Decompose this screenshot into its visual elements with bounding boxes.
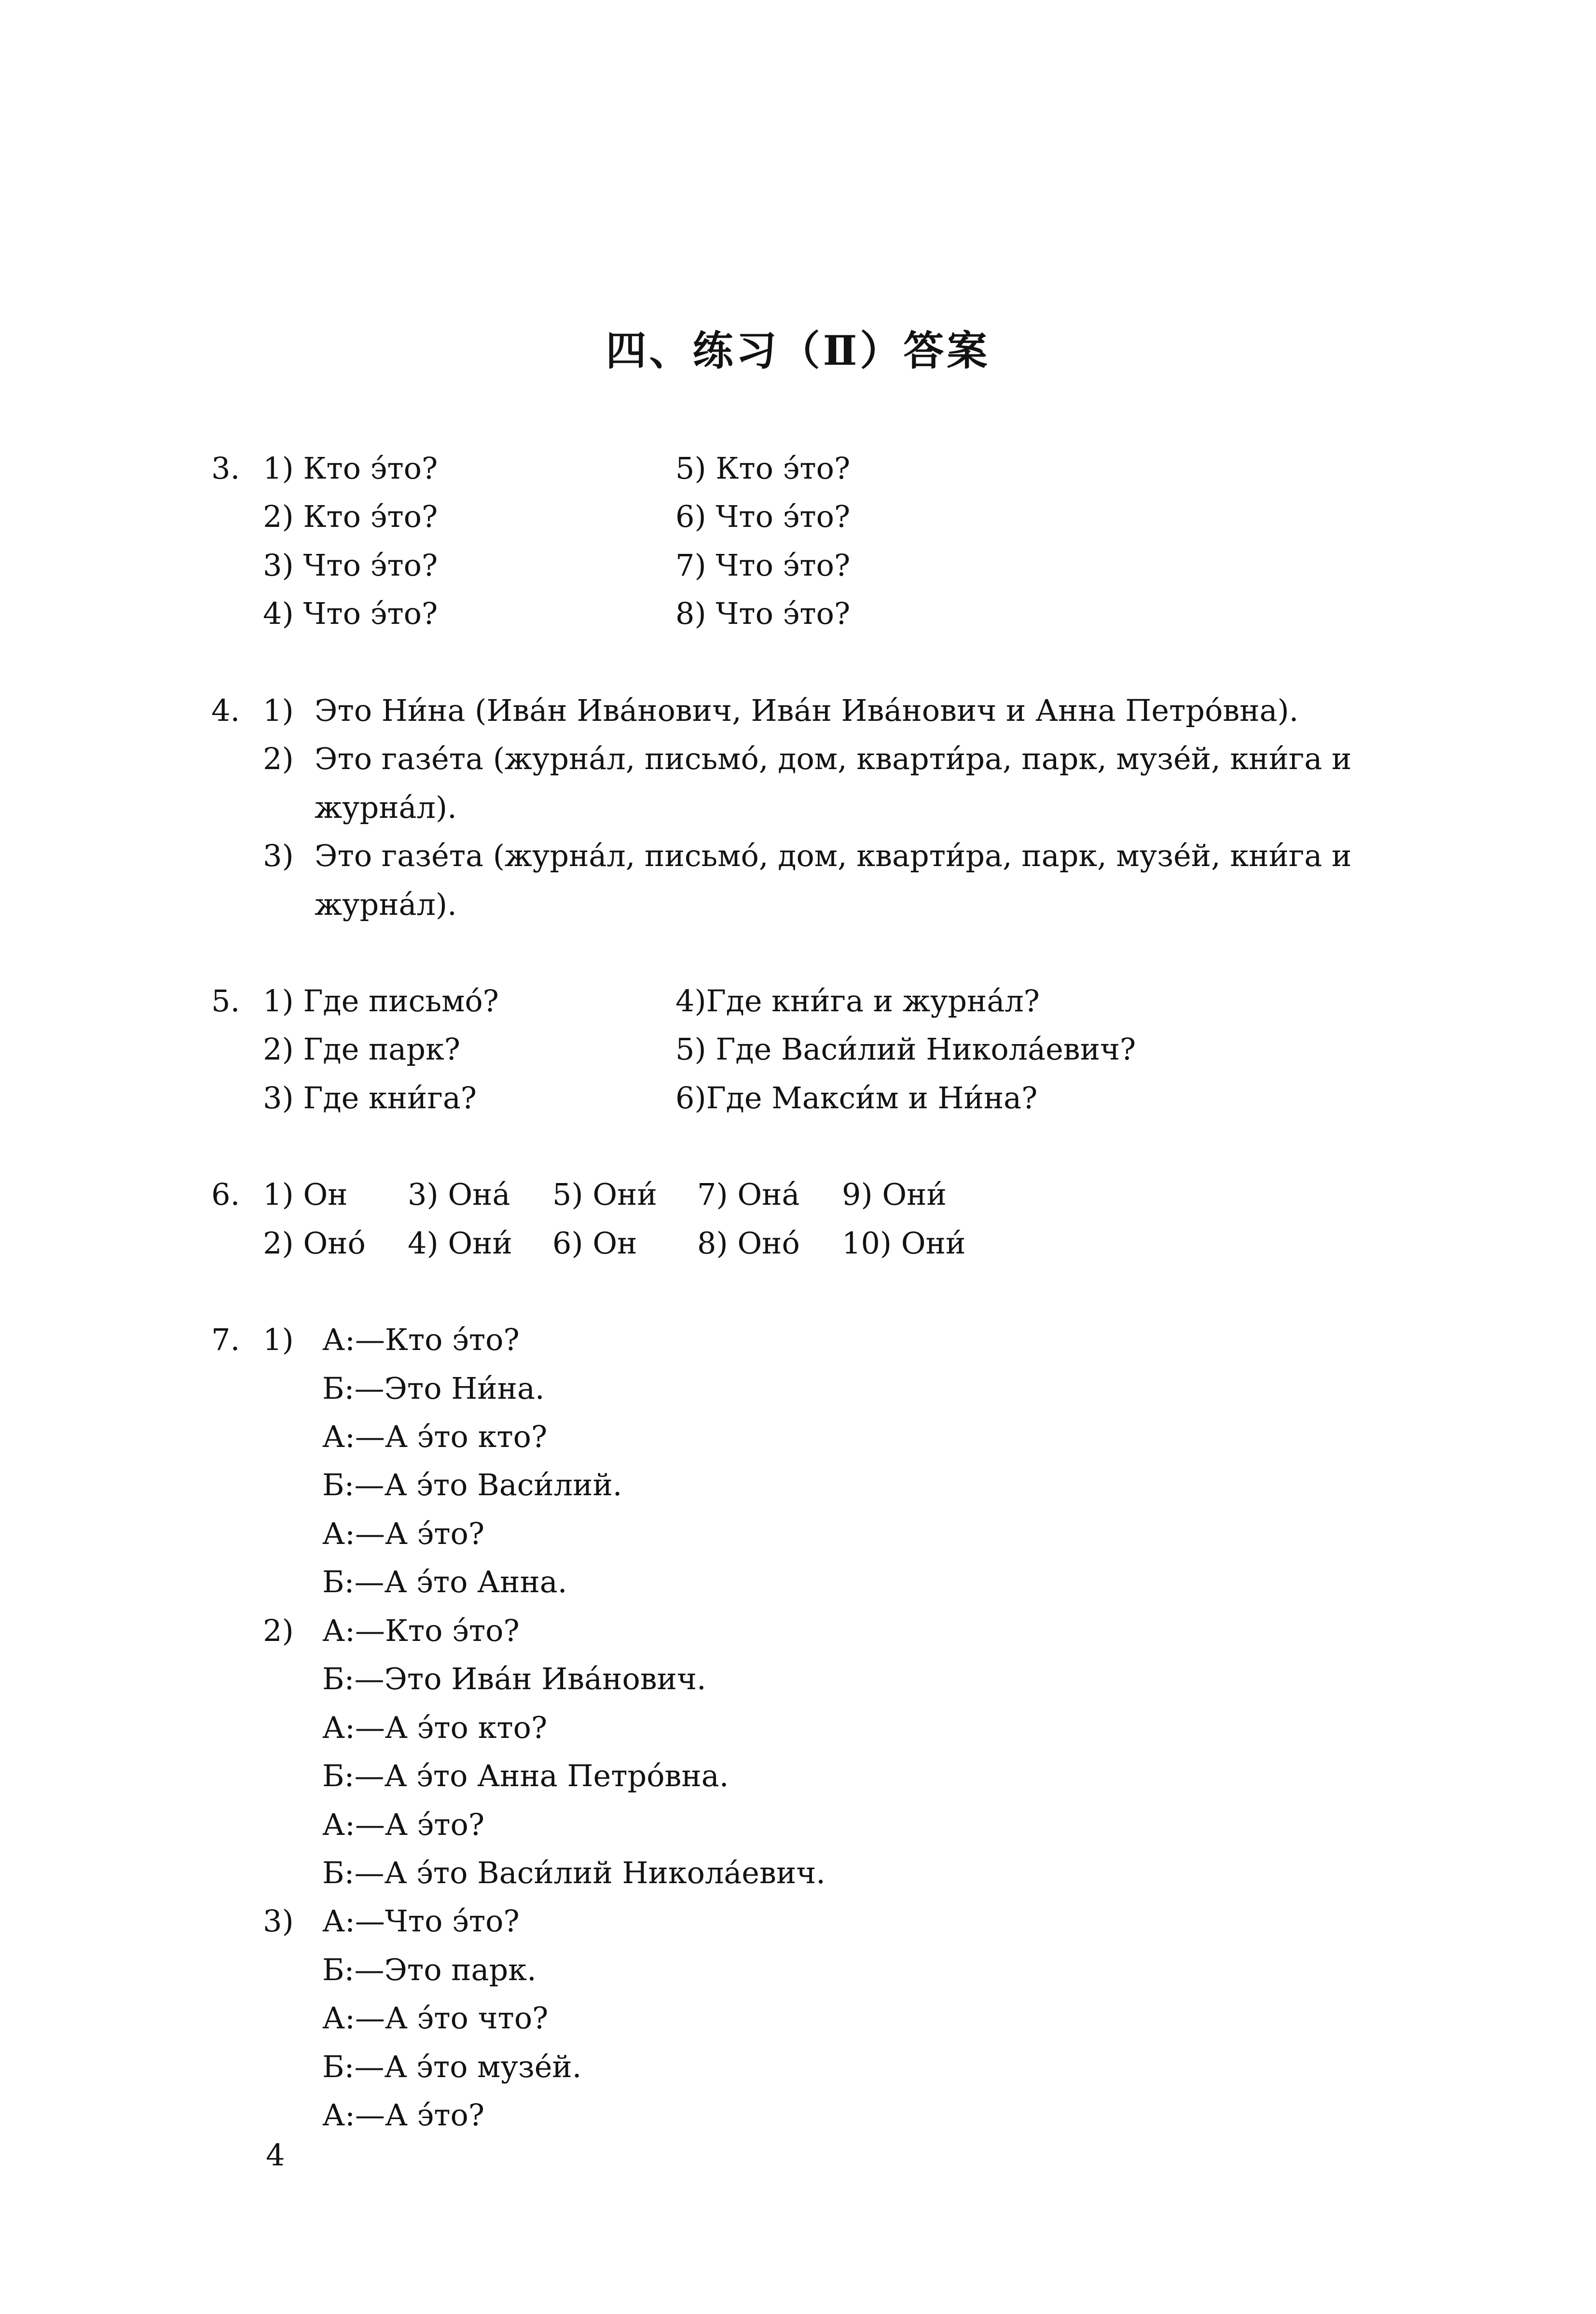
exercise-6: [211, 1171, 1385, 1267]
answer-row: [263, 977, 1385, 1025]
dialogue-line: А:—А э́то?: [322, 2097, 485, 2133]
answer-item: 7) Она́: [697, 1177, 800, 1212]
dialogue-line: Б:—Это Ива́н Ива́нович.: [322, 1661, 706, 1697]
exercise-3-number: 3.: [211, 451, 240, 486]
item-number: 1): [263, 1322, 294, 1358]
answer-item: 5) Кто э́то?: [675, 451, 851, 486]
answer-row: [263, 590, 1385, 638]
dialogue-group-1: [263, 1316, 1385, 1607]
answer-item: 3) Где кни́га?: [263, 1080, 477, 1116]
answer-item: 6) Что э́то?: [675, 499, 851, 535]
item-number: 1): [263, 692, 294, 728]
exercise-4-body: [263, 687, 1385, 929]
answer-item: [263, 832, 1385, 929]
exercise-7-body: [263, 1316, 1385, 2139]
answer-item: 7) Что э́то?: [675, 547, 851, 583]
answer-item: [263, 687, 1385, 735]
answer-item: [263, 735, 1385, 832]
answer-item: 4) Что э́то?: [263, 596, 438, 632]
dialogue-line: Б:—А э́то Васи́лий.: [322, 1467, 622, 1503]
exercise-5: [211, 977, 1385, 1122]
dialogue-line: Б:—А э́то Анна Петро́вна.: [322, 1758, 729, 1794]
exercise-6-body: [263, 1171, 1385, 1267]
answer-item: 8) Что э́то?: [675, 596, 851, 632]
exercise-3-body: [263, 444, 1385, 638]
dialogue-line: А:—А э́то кто?: [322, 1419, 548, 1454]
page-title: 四、练习（Ⅱ）答案: [605, 327, 991, 374]
item-number: 3): [263, 1903, 294, 1939]
item-text: Это газе́та (журна́л, письмо́, дом, кварти́ра, парк, музе́й, кни́га и журна́л).: [315, 741, 1352, 825]
item-number: 3): [263, 838, 294, 874]
answer-row: [263, 493, 1385, 541]
answer-row: [263, 1171, 1385, 1219]
exercise-3: [211, 444, 1385, 638]
answer-item: 3) Что э́то?: [263, 547, 438, 583]
answer-item: 9) Они́: [842, 1177, 947, 1212]
dialogue-text: А:—Что э́то?: [322, 1903, 520, 1939]
dialogue-line: Б:—А э́то Анна.: [322, 1564, 567, 1600]
exercise-5-number: 5.: [211, 983, 240, 1019]
answer-item: 4)Где кни́га и журна́л?: [675, 983, 1040, 1019]
item-number: 2): [263, 1612, 294, 1648]
dialogue-line: [263, 1607, 1385, 1655]
dialogue-text: А:—Кто э́то?: [322, 1322, 520, 1358]
dialogue-line: А:—А э́то?: [322, 1515, 485, 1551]
dialogue-group-2: [263, 1607, 1385, 1898]
dialogue-line: А:—А э́то кто?: [322, 1709, 548, 1745]
dialogue-line: Б:—Это парк.: [322, 1952, 537, 1987]
dialogue-group-3: [263, 1897, 1385, 2139]
answer-item: 1) Где письмо́?: [263, 983, 499, 1019]
answer-item: 2) Кто э́то?: [263, 499, 438, 535]
answer-row: [263, 1025, 1385, 1074]
answer-item: 10) Они́: [842, 1225, 966, 1261]
exercise-4-number: 4.: [211, 692, 240, 728]
answer-item: 1) Он: [263, 1177, 348, 1212]
answer-item: 1) Кто э́то?: [263, 451, 438, 486]
dialogue-line: А:—А э́то что?: [322, 2000, 549, 2036]
dialogue-text: А:—Кто э́то?: [322, 1612, 520, 1648]
answer-item: 6) Он: [552, 1225, 637, 1261]
answer-row: [263, 1074, 1385, 1122]
item-text: Это Ни́на (Ива́н Ива́нович, Ива́н Ива́нович и Анна Петро́вна).: [315, 692, 1299, 728]
exercise-7-number: 7.: [211, 1322, 240, 1358]
dialogue-line: Б:—А э́то музе́й.: [322, 2049, 582, 2084]
exercise-4: [211, 687, 1385, 929]
dialogue-line: А:—А э́то?: [322, 1806, 485, 1842]
answer-item: 4) Они́: [408, 1225, 512, 1261]
answer-item: 2) Оно́: [263, 1225, 366, 1261]
answer-item: 8) Оно́: [697, 1225, 800, 1261]
exercise-6-number: 6.: [211, 1177, 240, 1212]
exercise-5-body: [263, 977, 1385, 1122]
answer-row: [263, 541, 1385, 590]
dialogue-line: [263, 1316, 1385, 1364]
answer-item: 3) Она́: [408, 1177, 510, 1212]
page-number: 4: [266, 2137, 285, 2173]
item-text: Это газе́та (журна́л, письмо́, дом, кварти́ра, парк, музе́й, кни́га и журна́л).: [315, 838, 1352, 922]
answer-row: [263, 1219, 1385, 1267]
answer-row: [263, 444, 1385, 493]
item-number: 2): [263, 741, 294, 777]
exercise-7: [211, 1316, 1385, 2139]
answer-item: 6)Где Макси́м и Ни́на?: [675, 1080, 1038, 1116]
dialogue-line: Б:—Это Ни́на.: [322, 1370, 545, 1406]
dialogue-line: Б:—А э́то Васи́лий Никола́евич.: [322, 1855, 826, 1890]
answer-item: 5) Они́: [552, 1177, 657, 1212]
dialogue-line: [263, 1897, 1385, 1945]
answer-item: 2) Где парк?: [263, 1032, 460, 1067]
answer-item: 5) Где Васи́лий Никола́евич?: [675, 1032, 1136, 1067]
